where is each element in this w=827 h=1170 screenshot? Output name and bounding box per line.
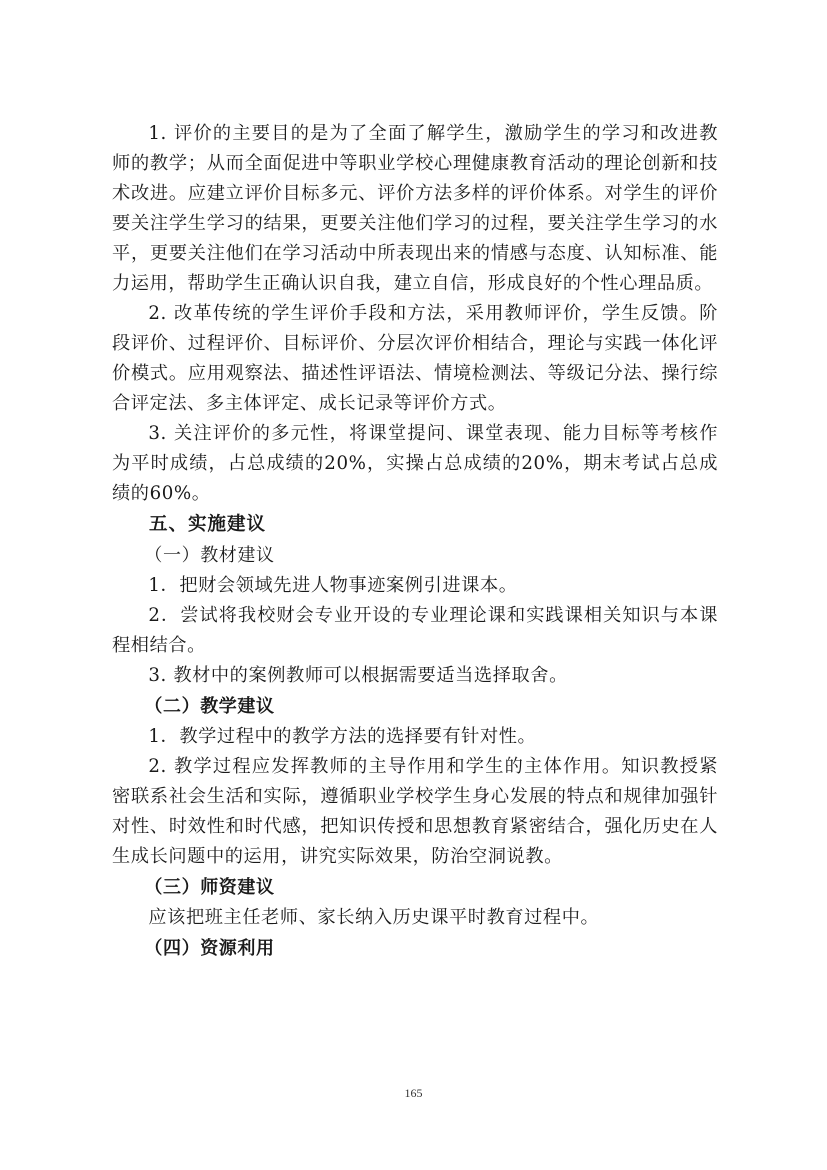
faculty-text: 应该把班主任老师、家长纳入历史课平时教育过程中。 (148, 907, 600, 928)
evaluation-paragraph-3: 3. 关注评价的多元性，将课堂提问、课堂表现、能力目标等考核作为平时成绩，占总成绩的20%，实操占总成绩的20%，期末考试占总成绩的60%。 (112, 423, 718, 504)
subheading-faculty: （三）师资建议 (144, 877, 275, 898)
section-heading-implementation: 五、实施建议 (149, 514, 267, 535)
evaluation-paragraph-2: 2. 改革传统的学生评价手段和方法，采用教师评价，学生反馈。阶段评价、过程评价、目标评价、分层次评价相结合，理论与实践一体化评价模式。应用观察法、描述性评语法、情境检测法、等级记分法、操行综合评定法、多主体评定、成长记录等评价方式。 (112, 303, 718, 414)
page-body (112, 119, 718, 964)
evaluation-paragraph-1: 1. 评价的主要目的是为了全面了解学生，激励学生的学习和改进教师的教学；从而全面促进中等职业学校心理健康教育活动的理论创新和技术改进。应建立评价目标多元、评价方法多样的评价体系。对学生的评价要关注学生学习的结果，更要关注他们学习的过程，要关注学生学习的水平，更要关注他们在学习活动中所表现出来的情感与态度、认知标准、能力运用，帮助学生正确认识自我，建立自信，形成良好的个性心理品质。 (112, 123, 718, 294)
textbook-item-3: 3. 教材中的案例教师可以根据需要适当选择取舍。 (148, 665, 568, 686)
subheading-textbook: （一）教材建议 (144, 545, 275, 566)
subheading-teaching: （二）教学建议 (144, 696, 275, 717)
subheading-resources: （四）资源利用 (144, 938, 275, 959)
page-number: 165 (404, 1086, 423, 1100)
teaching-item-2: 2. 教学过程应发挥教师的主导作用和学生的主体作用。知识教授紧密联系社会生活和实际，遵循职业学校学生身心发展的特点和规律加强针对性、时效性和时代感，把知识传授和思想教育紧密结合，强化历史在人生成长问题中的运用，讲究实际效果，防治空洞说教。 (112, 756, 718, 867)
teaching-item-1: 1．教学过程中的教学方法的选择要有针对性。 (148, 726, 537, 747)
textbook-item-1: 1．把财会领域先进人物事迹案例引进课本。 (148, 575, 518, 596)
textbook-item-2: 2．尝试将我校财会专业开设的专业理论课和实践课相关知识与本课程相结合。 (112, 605, 718, 656)
